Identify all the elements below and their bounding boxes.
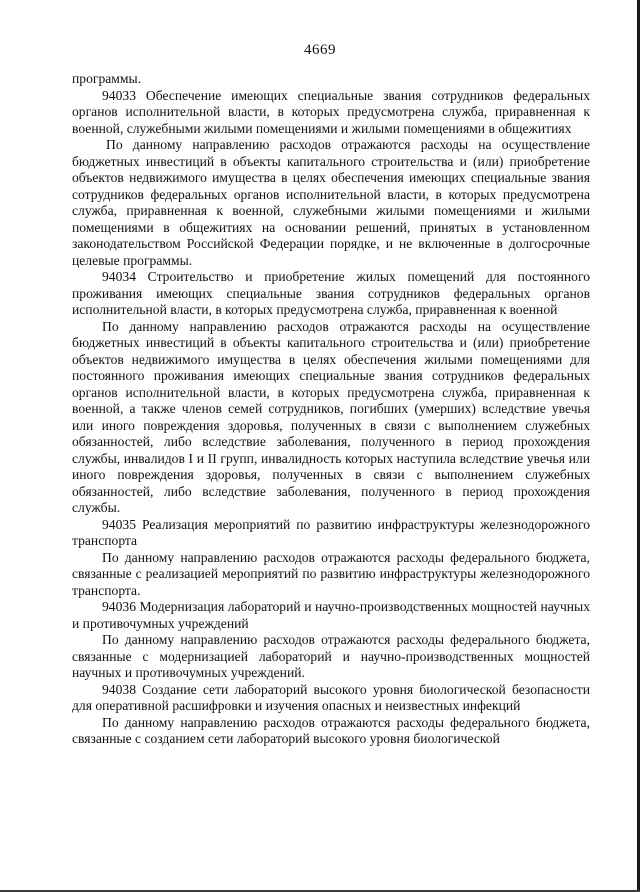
section-heading-94036: 94036 Модернизация лабораторий и научно-производственных мощностей научных и противочумных учреждений	[72, 599, 590, 631]
section-text-94038: По данному направлению расходов отражаются расходы федерального бюджета, связанные с созданием сети лабораторий высокого уровня биологической	[72, 714, 590, 746]
document-body	[72, 71, 590, 748]
section-heading-94038: 94038 Создание сети лабораторий высокого уровня биологической безопасности для оперативной расшифровки и изучения опасных и неизвестных инфекций	[72, 681, 590, 713]
section-text-94033: По данному направлению расходов отражаются расходы на осуществление бюджетных инвестиций в объекты капитального строительства и (или) приобретение объектов недвижимого имущества в целях обеспечения имеющих специальные звания сотрудников федеральных органов исполнительной власти, в которых предусмотрена служба, приравненная к военной, служебными жилыми помещениями и жилыми помещениями в общежитиях на основании решений, принятых в установленном законодательством Российской Федерации порядке, и не включенные в долгосрочные целевые программы.	[72, 137, 590, 268]
section-heading-94034: 94034 Строительство и приобретение жилых помещений для постоянного проживания имеющих специальные звания сотрудников федеральных органов исполнительной власти, в которых предусмотрена служба, приравненная к военной	[72, 269, 590, 317]
section-text-94034: По данному направлению расходов отражаются расходы на осуществление бюджетных инвестиций в объекты капитального строительства и (или) приобретение объектов недвижимого имущества в целях обеспечения жилыми помещениями для постоянного проживания имеющих специальные звания сотрудников федеральных органов исполнительной власти, в которых предусмотрена служба, приравненная к военной, а также членов семей сотрудников, погибших (умерших) вследствие увечья или иного повреждения здоровья, полученных в связи с выполнением служебных обязанностей, либо вследствие заболевания, полученного в период прохождения службы, инвалидов I и II групп, инвалидность которых наступила вследствие увечья или иного повреждения здоровья, полученных в связи с выполнением служебных обязанностей, либо вследствие заболевания, полученного в период прохождения службы.	[72, 318, 590, 515]
page-number: 4669	[304, 42, 336, 58]
paragraph-continuation: программы.	[72, 71, 142, 86]
section-heading-94035: 94035 Реализация мероприятий по развитию инфраструктуры железнодорожного транспорта	[72, 516, 590, 548]
section-text-94035: По данному направлению расходов отражаются расходы федерального бюджета, связанные с реализацией мероприятий по развитию инфраструктуры железнодорожного транспорта.	[72, 549, 590, 598]
section-heading-94033: 94033 Обеспечение имеющих специальные звания сотрудников федеральных органов исполнительной власти, в которых предусмотрена служба, приравненная к военной, служебными жилыми помещениями и жилыми помещениями в общежитиях	[72, 87, 590, 136]
section-text-94036: По данному направлению расходов отражаются расходы федерального бюджета, связанные с модернизацией лабораторий и научно-производственных мощностей научных и противочумных учреждений.	[72, 632, 590, 680]
